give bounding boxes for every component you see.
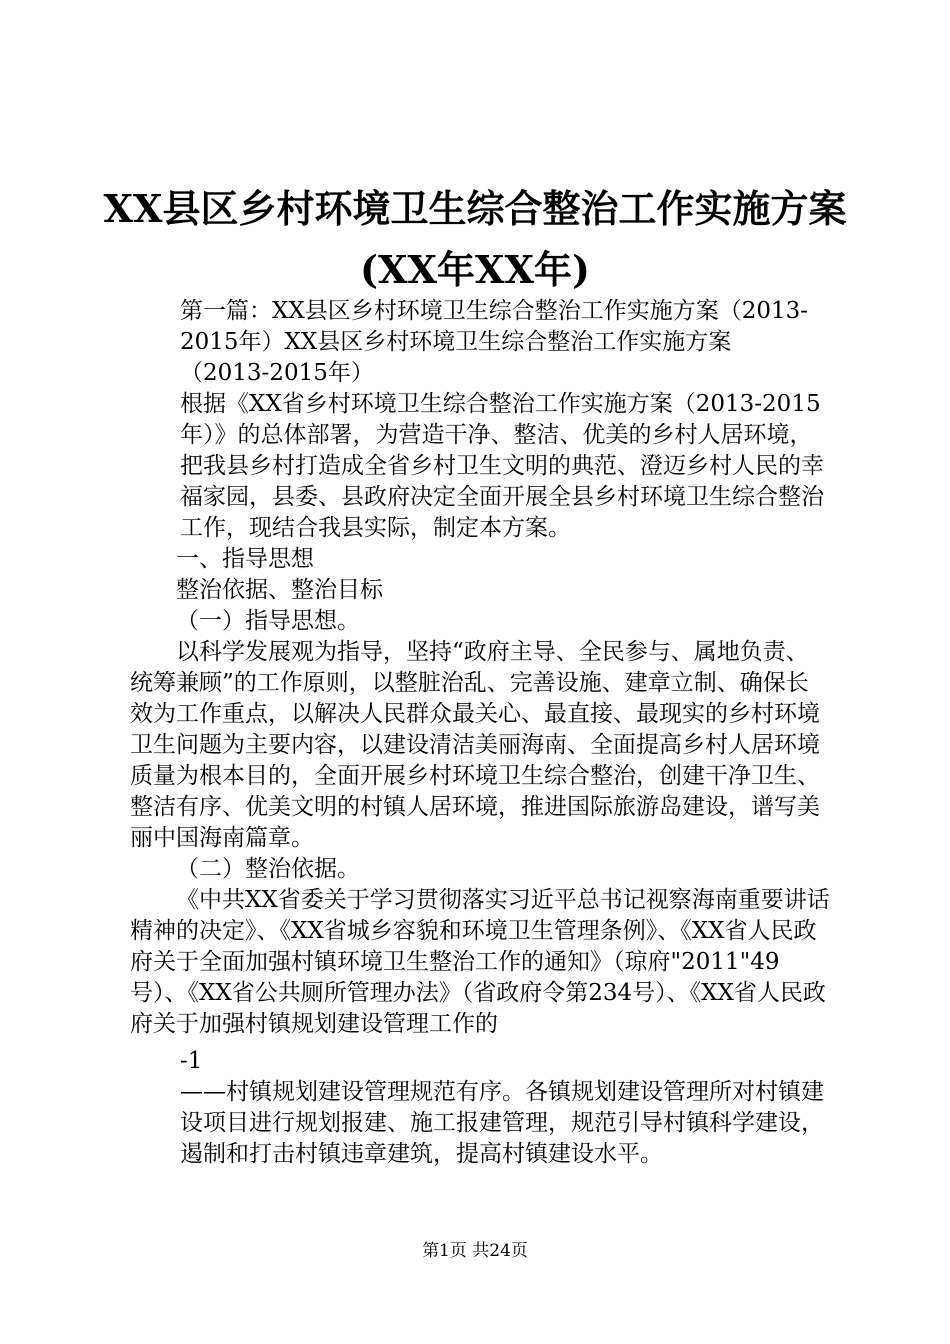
document-subtitle: (XX年XX年) bbox=[360, 247, 590, 292]
document-title: XX县区乡村环境卫生综合整治工作实施方案 bbox=[103, 186, 847, 231]
section-heading: 整治依据、整治目标 bbox=[176, 577, 383, 603]
document-body bbox=[130, 296, 830, 1170]
page-marker: -1 bbox=[180, 1048, 203, 1074]
paragraph: 根据《XX省乡村环境卫生综合整治工作实施方案（2013-2015年）》的总体部署，为营造干净、整洁、优美的乡村人居环境，把我县乡村打造成全省乡村卫生文明的典范、澄迈乡村人民的幸福家园，县委、县政府决定全面开展全县乡村环境卫生综合整治工作，现结合我县实际，制定本方案。 bbox=[180, 391, 824, 541]
paragraph: （2013-2015年） bbox=[180, 360, 374, 386]
paragraph: 《中共XX省委关于学习贯彻落实习近平总书记视察海南重要讲话精神的决定》、《XX省城乡容貌和环境卫生管理条例》、《XX省人民政府关于全面加强村镇环境卫生整治工作的通知》（琼府"2011"49号）、《XX省公共厕所管理办法》（省政府令第234号）、《XX省人民政府关于加强村镇规划建设管理工作的 bbox=[130, 887, 830, 1037]
section-heading: 一、指导思想 bbox=[176, 546, 314, 572]
paragraph: 第一篇：XX县区乡村环境卫生综合整治工作实施方案（2013-2015年）XX县区乡村环境卫生综合整治工作实施方案 bbox=[180, 298, 809, 355]
subsection-heading: （一）指导思想。 bbox=[176, 608, 360, 634]
page-footer: 第1页 共24页 bbox=[422, 1241, 528, 1261]
subsection-heading: （二）整治依据。 bbox=[176, 856, 360, 882]
paragraph: ——村镇规划建设管理规范有序。各镇规划建设管理所对村镇建设项目进行规划报建、施工报建管理，规范引导村镇科学建设，遏制和打击村镇违章建筑，提高村镇建设水平。 bbox=[180, 1079, 824, 1167]
paragraph: 以科学发展观为指导，坚持“政府主导、全民参与、属地负责、统筹兼顾”的工作原则，以整脏治乱、完善设施、建章立制、确保长效为工作重点，以解决人民群众最关心、最直接、最现实的乡村环境卫生问题为主要内容，以建设清洁美丽海南、全面提高乡村人居环境质量为根本目的，全面开展乡村环境卫生综合整治，创建干净卫生、整洁有序、优美文明的村镇人居环境，推进国际旅游岛建设，谱写美丽中国海南篇章。 bbox=[130, 639, 820, 851]
